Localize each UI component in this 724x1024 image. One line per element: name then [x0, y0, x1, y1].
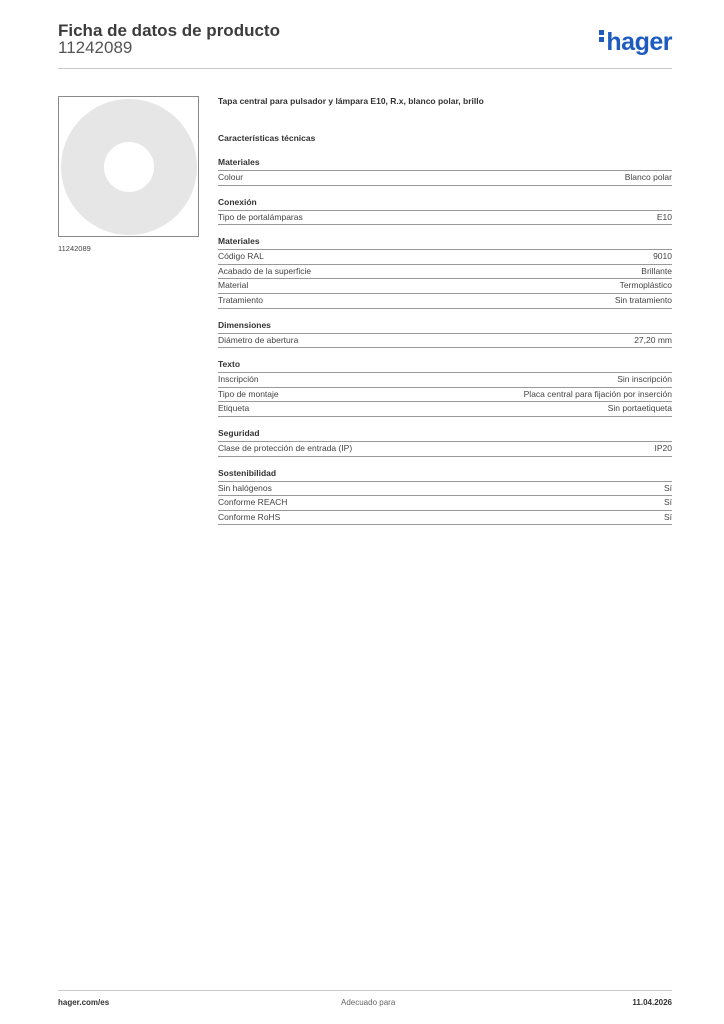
page-title: Ficha de datos de producto [58, 21, 280, 40]
spec-section [218, 157, 672, 186]
logo-dots-icon [599, 30, 604, 44]
spec-sections [218, 157, 672, 525]
spec-row [218, 402, 672, 417]
spec-section [218, 359, 672, 417]
spec-row [218, 171, 672, 186]
spec-value: E10 [656, 211, 672, 222]
spec-label: Colour [218, 172, 244, 182]
footer-divider [58, 990, 672, 991]
product-image [58, 96, 199, 237]
section-title: Conexión [218, 197, 672, 211]
spec-row [218, 373, 672, 388]
spec-value: Sí [663, 482, 672, 493]
spec-label: Material [218, 280, 249, 291]
section-title: Texto [218, 359, 672, 373]
section-title: Materiales [218, 157, 672, 171]
spec-row [218, 442, 672, 457]
spec-value: Sin tratamiento [614, 294, 672, 305]
cover-plate-ring-icon [61, 99, 197, 235]
spec-value: Sin inscripción [617, 374, 672, 385]
spec-value: Sí [663, 511, 672, 522]
spec-label: Acabado de la superficie [218, 265, 312, 276]
spec-value: Blanco polar [624, 172, 672, 182]
spec-value: 27,20 mm [634, 334, 672, 345]
spec-section [218, 320, 672, 349]
spec-section [218, 428, 672, 457]
spec-row [218, 250, 672, 265]
spec-row [218, 496, 672, 511]
spec-content [218, 96, 672, 536]
footer-note: Adecuado para [341, 998, 396, 1007]
spec-label: Inscripción [218, 374, 259, 385]
spec-row [218, 511, 672, 526]
spec-row [218, 294, 672, 309]
footer-date: 11.04.2026 [632, 998, 672, 1007]
section-title: Sostenibilidad [218, 468, 672, 482]
header-divider [58, 68, 672, 69]
section-title: Dimensiones [218, 320, 672, 334]
product-title: Tapa central para pulsador y lámpara E10, R.x, blanco polar, brillo [218, 96, 484, 106]
spec-label: Tipo de portalámparas [218, 211, 303, 222]
logo-text: hager [606, 28, 672, 56]
spec-value: Termoplástico [619, 280, 672, 291]
product-code: 11242089 [58, 38, 133, 57]
spec-section [218, 468, 672, 526]
spec-row [218, 211, 672, 226]
spec-row [218, 265, 672, 280]
spec-value: IP20 [654, 442, 672, 453]
spec-row [218, 388, 672, 403]
footer-website-link[interactable]: hager.com/es [58, 998, 110, 1007]
spec-section [218, 197, 672, 226]
spec-label: Etiqueta [218, 403, 250, 414]
spec-label: Diámetro de abertura [218, 334, 299, 345]
spec-label: Tratamiento [218, 294, 264, 305]
section-title: Materiales [218, 236, 672, 250]
spec-value: Brillante [641, 265, 672, 276]
spec-label: Tipo de montaje [218, 388, 279, 399]
spec-label: Clase de protección de entrada (IP) [218, 442, 353, 453]
hager-logo[interactable] [599, 28, 672, 57]
section-title: Seguridad [218, 428, 672, 442]
spec-row [218, 482, 672, 497]
spec-section [218, 236, 672, 308]
spec-value: Sin portaetiqueta [607, 403, 672, 414]
image-caption: 11242089 [58, 244, 91, 253]
spec-value: Sí [663, 497, 672, 508]
spec-row [218, 279, 672, 294]
spec-value: Placa central para fijación por inserción [523, 388, 672, 399]
tech-heading: Características técnicas [218, 133, 316, 143]
spec-label: Conforme REACH [218, 497, 288, 508]
spec-value: 9010 [653, 251, 672, 262]
spec-row [218, 334, 672, 349]
spec-label: Sin halógenos [218, 482, 272, 493]
spec-label: Código RAL [218, 251, 264, 262]
spec-label: Conforme RoHS [218, 511, 281, 522]
